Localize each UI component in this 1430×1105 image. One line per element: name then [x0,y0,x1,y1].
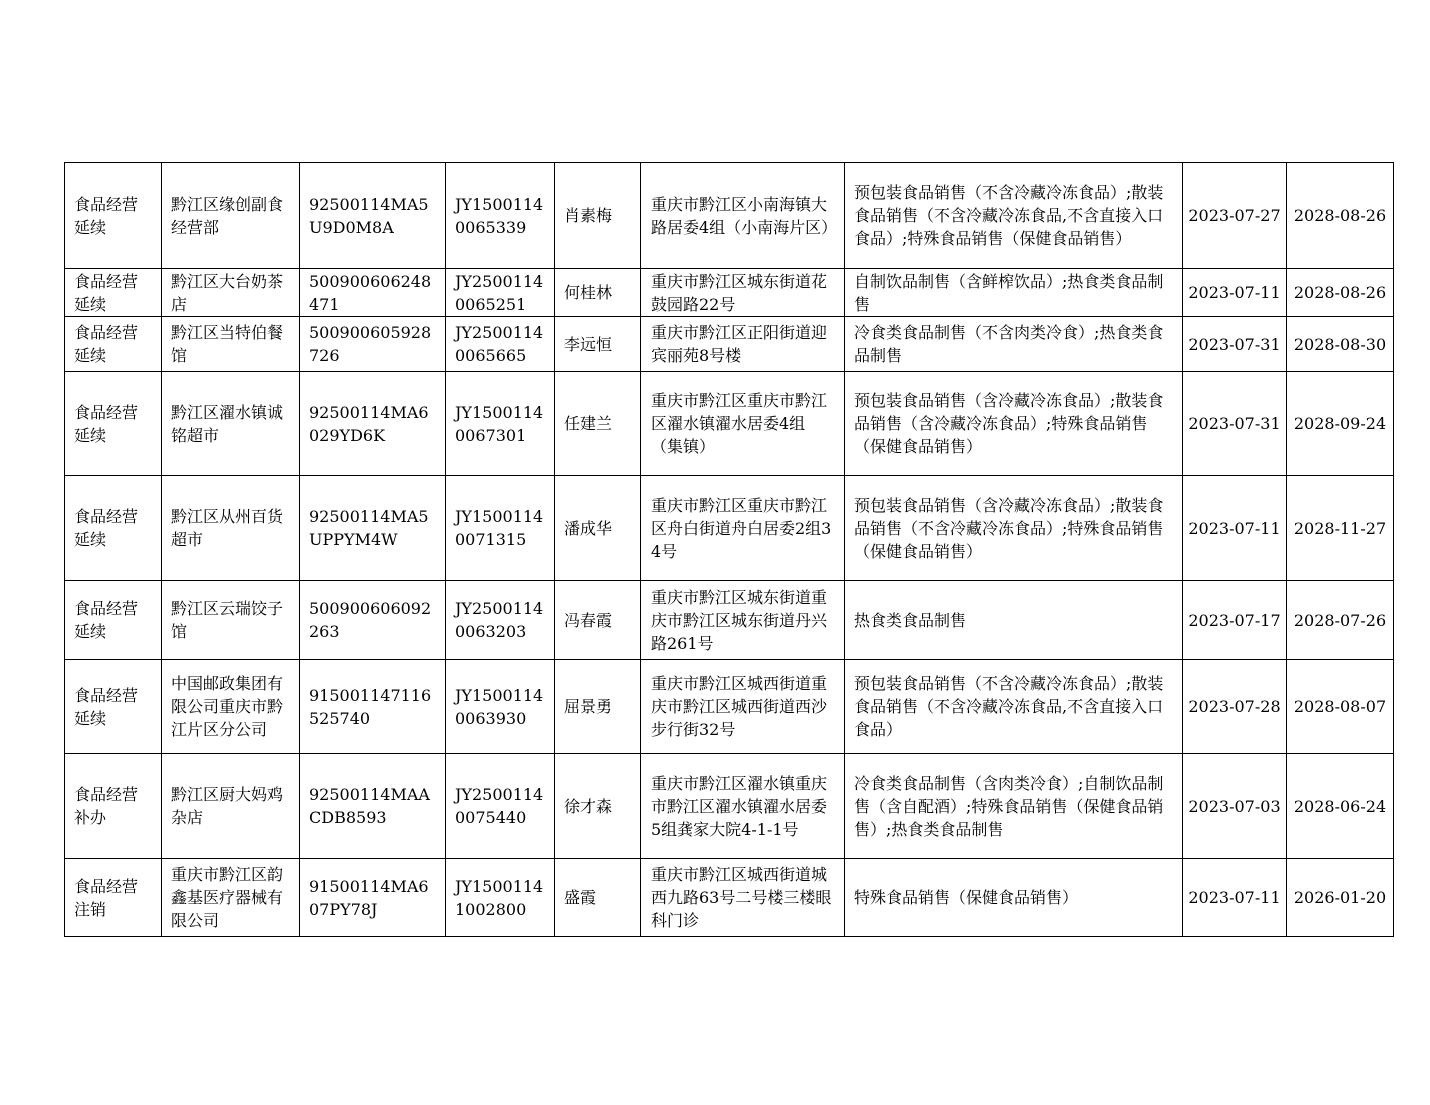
item-type-cell: 食品经营延续 [65,269,162,317]
table-row [65,269,1394,317]
issue-date-cell: 2023-07-28 [1183,660,1287,754]
item-type-cell: 食品经营延续 [65,317,162,372]
scope-cell: 热食类食品制售 [845,581,1183,660]
license-number-cell: JY25001140063203 [446,581,555,660]
issue-date-cell: 2023-07-11 [1183,859,1287,937]
person-cell: 何桂林 [555,269,641,317]
table-body [65,163,1394,937]
person-cell: 盛霞 [555,859,641,937]
item-type-cell: 食品经营延续 [65,660,162,754]
credit-code-cell: 915001147116525740 [300,660,446,754]
business-name-cell: 黔江区缘创副食经营部 [162,163,300,269]
scope-cell: 预包装食品销售（含冷藏冷冻食品）;散装食品销售（含冷藏冷冻食品）;特殊食品销售（保健食品销售） [845,372,1183,476]
license-number-cell: JY15001140071315 [446,476,555,581]
scope-cell: 预包装食品销售（不含冷藏冷冻食品）;散装食品销售（不含冷藏冷冻食品,不含直接入口食品） [845,660,1183,754]
credit-code-cell: 500900606092263 [300,581,446,660]
address-cell: 重庆市黔江区城东街道花鼓园路22号 [641,269,845,317]
table-row [65,660,1394,754]
expiry-date-cell: 2028-06-24 [1287,754,1394,859]
license-number-cell: JY15001140067301 [446,372,555,476]
expiry-date-cell: 2028-09-24 [1287,372,1394,476]
business-name-cell: 黔江区云瑞饺子馆 [162,581,300,660]
scope-cell: 冷食类食品制售（含肉类冷食）;自制饮品制售（含自配酒）;特殊食品销售（保健食品销售）;热食类食品制售 [845,754,1183,859]
license-number-cell: JY15001140063930 [446,660,555,754]
item-type-cell: 食品经营延续 [65,581,162,660]
scope-cell: 预包装食品销售（含冷藏冷冻食品）;散装食品销售（不含冷藏冷冻食品）;特殊食品销售（保健食品销售） [845,476,1183,581]
table-row [65,372,1394,476]
credit-code-cell: 92500114MA5UPPYM4W [300,476,446,581]
address-cell: 重庆市黔江区重庆市黔江区舟白街道舟白居委2组34号 [641,476,845,581]
item-type-cell: 食品经营补办 [65,754,162,859]
issue-date-cell: 2023-07-27 [1183,163,1287,269]
expiry-date-cell: 2028-08-26 [1287,269,1394,317]
person-cell: 李远恒 [555,317,641,372]
item-type-cell: 食品经营延续 [65,372,162,476]
issue-date-cell: 2023-07-17 [1183,581,1287,660]
table-row [65,754,1394,859]
table-row [65,163,1394,269]
person-cell: 屈景勇 [555,660,641,754]
address-cell: 重庆市黔江区城东街道重庆市黔江区城东街道丹兴路261号 [641,581,845,660]
item-type-cell: 食品经营注销 [65,859,162,937]
business-name-cell: 黔江区当特伯餐馆 [162,317,300,372]
license-number-cell: JY15001141002800 [446,859,555,937]
license-number-cell: JY25001140075440 [446,754,555,859]
business-name-cell: 中国邮政集团有限公司重庆市黔江片区分公司 [162,660,300,754]
credit-code-cell: 500900606248471 [300,269,446,317]
issue-date-cell: 2023-07-31 [1183,317,1287,372]
credit-code-cell: 91500114MA607PY78J [300,859,446,937]
issue-date-cell: 2023-07-11 [1183,269,1287,317]
person-cell: 冯春霞 [555,581,641,660]
address-cell: 重庆市黔江区濯水镇重庆市黔江区濯水镇濯水居委5组龚家大院4-1-1号 [641,754,845,859]
address-cell: 重庆市黔江区小南海镇大路居委4组（小南海片区） [641,163,845,269]
address-cell: 重庆市黔江区城西街道城西九路63号二号楼三楼眼科门诊 [641,859,845,937]
license-number-cell: JY25001140065665 [446,317,555,372]
scope-cell: 特殊食品销售（保健食品销售） [845,859,1183,937]
table-row [65,859,1394,937]
address-cell: 重庆市黔江区正阳街道迎宾丽苑8号楼 [641,317,845,372]
person-cell: 徐才森 [555,754,641,859]
credit-code-cell: 92500114MA5U9D0M8A [300,163,446,269]
scope-cell: 冷食类食品制售（不含肉类冷食）;热食类食品制售 [845,317,1183,372]
person-cell: 潘成华 [555,476,641,581]
license-table [64,162,1394,937]
address-cell: 重庆市黔江区城西街道重庆市黔江区城西街道西沙步行街32号 [641,660,845,754]
expiry-date-cell: 2028-07-26 [1287,581,1394,660]
item-type-cell: 食品经营延续 [65,163,162,269]
table-row [65,476,1394,581]
license-number-cell: JY25001140065251 [446,269,555,317]
scope-cell: 预包装食品销售（不含冷藏冷冻食品）;散装食品销售（不含冷藏冷冻食品,不含直接入口食品）;特殊食品销售（保健食品销售） [845,163,1183,269]
issue-date-cell: 2023-07-11 [1183,476,1287,581]
credit-code-cell: 92500114MA6029YD6K [300,372,446,476]
credit-code-cell: 92500114MAACDB8593 [300,754,446,859]
business-name-cell: 黔江区濯水镇诚铭超市 [162,372,300,476]
scope-cell: 自制饮品制售（含鲜榨饮品）;热食类食品制售 [845,269,1183,317]
table-row [65,317,1394,372]
expiry-date-cell: 2026-01-20 [1287,859,1394,937]
expiry-date-cell: 2028-11-27 [1287,476,1394,581]
address-cell: 重庆市黔江区重庆市黔江区濯水镇濯水居委4组（集镇） [641,372,845,476]
license-number-cell: JY15001140065339 [446,163,555,269]
credit-code-cell: 500900605928726 [300,317,446,372]
item-type-cell: 食品经营延续 [65,476,162,581]
issue-date-cell: 2023-07-31 [1183,372,1287,476]
issue-date-cell: 2023-07-03 [1183,754,1287,859]
business-name-cell: 黔江区从州百货超市 [162,476,300,581]
table-row [65,581,1394,660]
expiry-date-cell: 2028-08-30 [1287,317,1394,372]
business-name-cell: 黔江区大台奶茶店 [162,269,300,317]
document-sheet [64,162,1394,937]
person-cell: 任建兰 [555,372,641,476]
business-name-cell: 黔江区厨大妈鸡杂店 [162,754,300,859]
business-name-cell: 重庆市黔江区韵鑫基医疗器械有限公司 [162,859,300,937]
person-cell: 肖素梅 [555,163,641,269]
expiry-date-cell: 2028-08-07 [1287,660,1394,754]
expiry-date-cell: 2028-08-26 [1287,163,1394,269]
